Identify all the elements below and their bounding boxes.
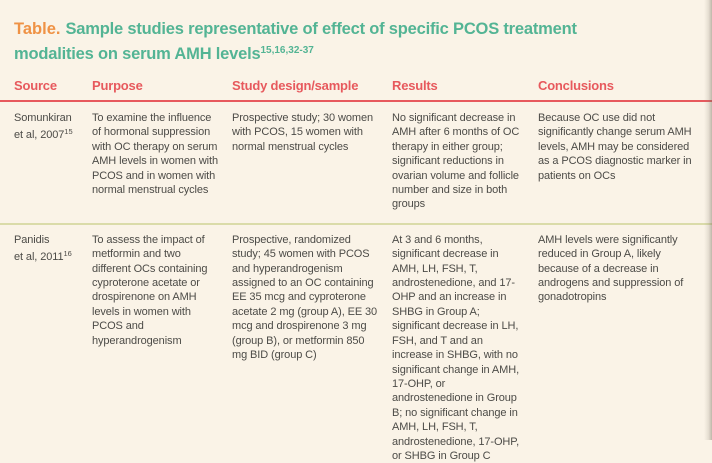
source-year-text: et al, 2011 (14, 251, 64, 264)
table-header-row (0, 78, 712, 102)
table-caption: Sample studies representative of effect of specific PCOS treatment modalities on serum AMH levels (14, 20, 577, 63)
source-reference-number: 16 (63, 249, 72, 259)
cell-study-design: Prospective, randomized study; 45 women with PCOS and hyperandrogenism assigned to an OC containing EE 35 mcg and cyproterone acetate 2 mg (group A), EE 30 mcg and drospirenone 3 mg (group B), or metformin 850 mg BID (group C) (232, 233, 378, 362)
source-year (14, 247, 79, 264)
column-header-source: Source (14, 78, 57, 93)
table-row-panidis-2011 (0, 225, 712, 463)
cell-results: At 3 and 6 months, significant decrease in AMH, LH, FSH, T, androstenedione, and 17-OHP and an increase in SHBG in Group A; significant decrease in LH, FSH, and T and an increase in SHBG, with no significant change in AMH, 17-OHP, or androstenedione in Group B; no significant change in AMH, LH, FSH, T, androstenedione, 17-OHP, or SHBG in Group C (392, 233, 520, 462)
cell-source (14, 233, 92, 265)
source-year-text: et al, 2007 (14, 129, 65, 142)
source-author: Somunkiran (14, 112, 72, 124)
source-author: Panidis (14, 233, 50, 246)
cell-source (14, 111, 92, 143)
column-header-purpose: Purpose (92, 78, 143, 93)
column-header-study-design: Study design/sample (232, 78, 359, 93)
table-row-somunkiran-2007 (0, 102, 712, 225)
table-reference-numbers: 15,16,32-37 (260, 45, 314, 56)
source-reference-number: 15 (64, 127, 73, 137)
source-year (14, 125, 79, 142)
column-header-conclusions: Conclusions (538, 78, 614, 93)
table-label: Table. (14, 20, 61, 38)
table-title (0, 0, 712, 65)
cell-conclusions: Because OC use did not significantly change serum AMH levels, AMH may be considered as a PCOS diagnostic marker in patients on OCs (538, 112, 692, 182)
cell-purpose: To examine the influence of hormonal suppression with OC therapy on serum AMH levels in women with PCOS and in women with normal menstrual cycles (92, 112, 218, 197)
column-header-results: Results (392, 78, 438, 93)
cell-purpose: To assess the impact of metformin and two different OCs containing cyproterone acetate or drospirenone on AMH levels in women with PCOS and hyperandrogenism (92, 233, 208, 347)
cell-conclusions: AMH levels were significantly reduced in Group A, likely because of a decrease in androgens and suppression of gonadotropins (538, 233, 684, 304)
cell-study-design: Prospective study; 30 women with PCOS, 15 women with normal menstrual cycles (232, 112, 373, 153)
cell-results: No significant decrease in AMH after 6 months of OC therapy in either group; significant reductions in ovarian volume and follicle number and size in both groups (392, 112, 520, 211)
